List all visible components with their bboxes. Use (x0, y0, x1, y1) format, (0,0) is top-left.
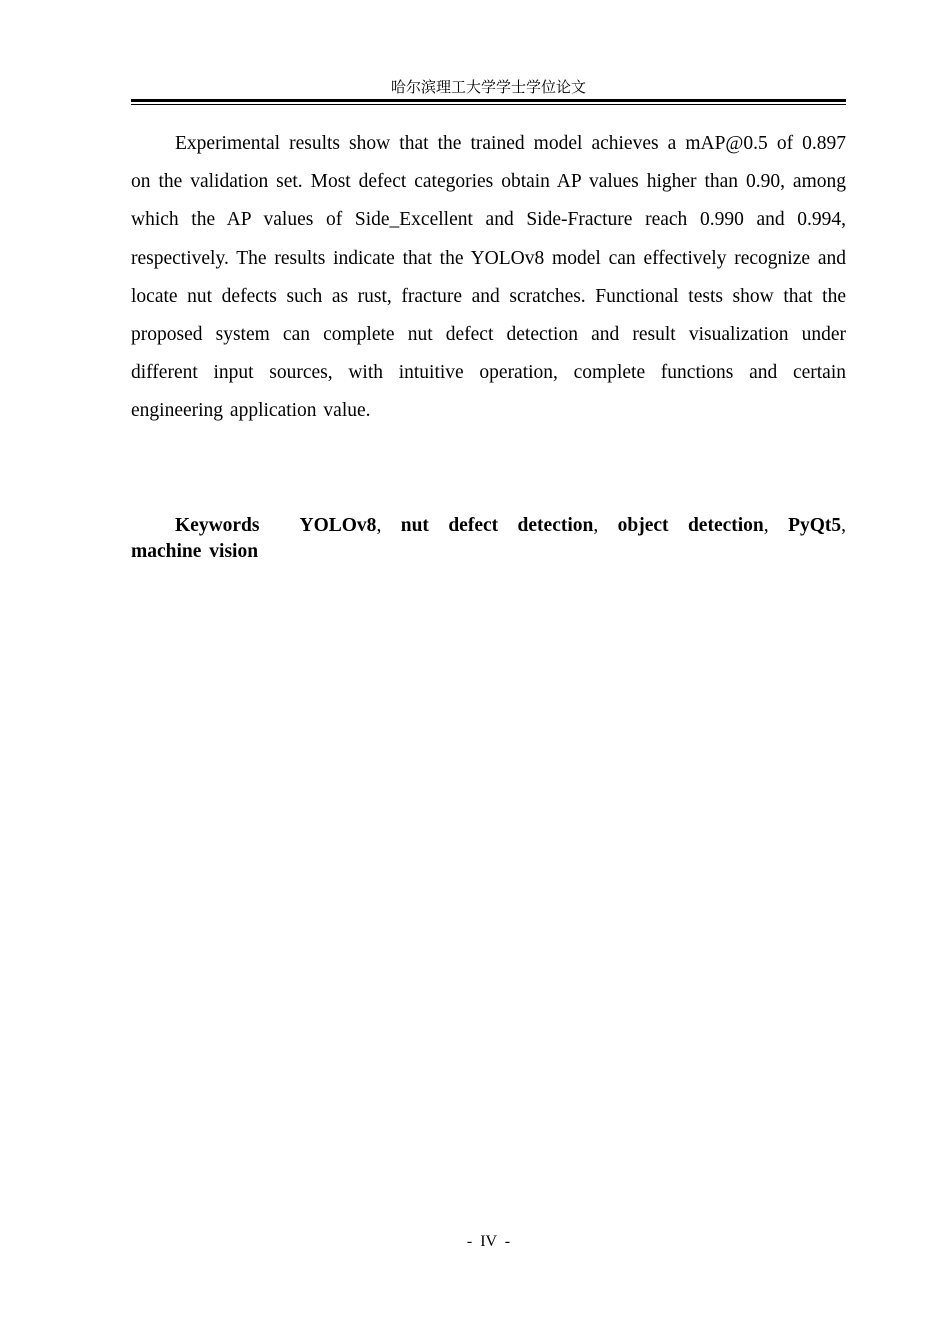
header-rule-thick (131, 99, 846, 102)
keyword-item: PyQt5 (788, 515, 842, 536)
page-header-title: 哈尔滨理工大学学士学位论文 (390, 80, 586, 96)
header-rule-thin (131, 104, 846, 105)
keyword-item: machine vision (131, 541, 259, 562)
keyword-separator: , (376, 515, 382, 536)
keywords-label: Keywords (175, 515, 260, 536)
keyword-item: YOLOv8 (299, 515, 377, 536)
keyword-item: nut defect detection (400, 515, 594, 536)
keywords-line (131, 513, 846, 565)
abstract-paragraph: Experimental results show that the trained model achieves a mAP@0.5 of 0.897 on the validation set. Most defect categories obtain AP values higher than 0.90, among which the AP values of Side_Excellent and Side-Fracture reach 0.990 and 0.994, respectively. The results indicate that the YOLOv8 model can effectively recognize and locate nut defects such as rust, fracture and scratches. Functional tests show that the proposed system can complete nut defect detection and result visualization under different input sources, with intuitive operation, complete functions and certain engineering application value. (131, 133, 846, 422)
keyword-separator: , (841, 515, 847, 536)
keyword-separator: , (593, 515, 599, 536)
keyword-item: object detection (617, 515, 764, 536)
keyword-separator: , (763, 515, 769, 536)
page-number: - IV - (466, 1233, 511, 1250)
